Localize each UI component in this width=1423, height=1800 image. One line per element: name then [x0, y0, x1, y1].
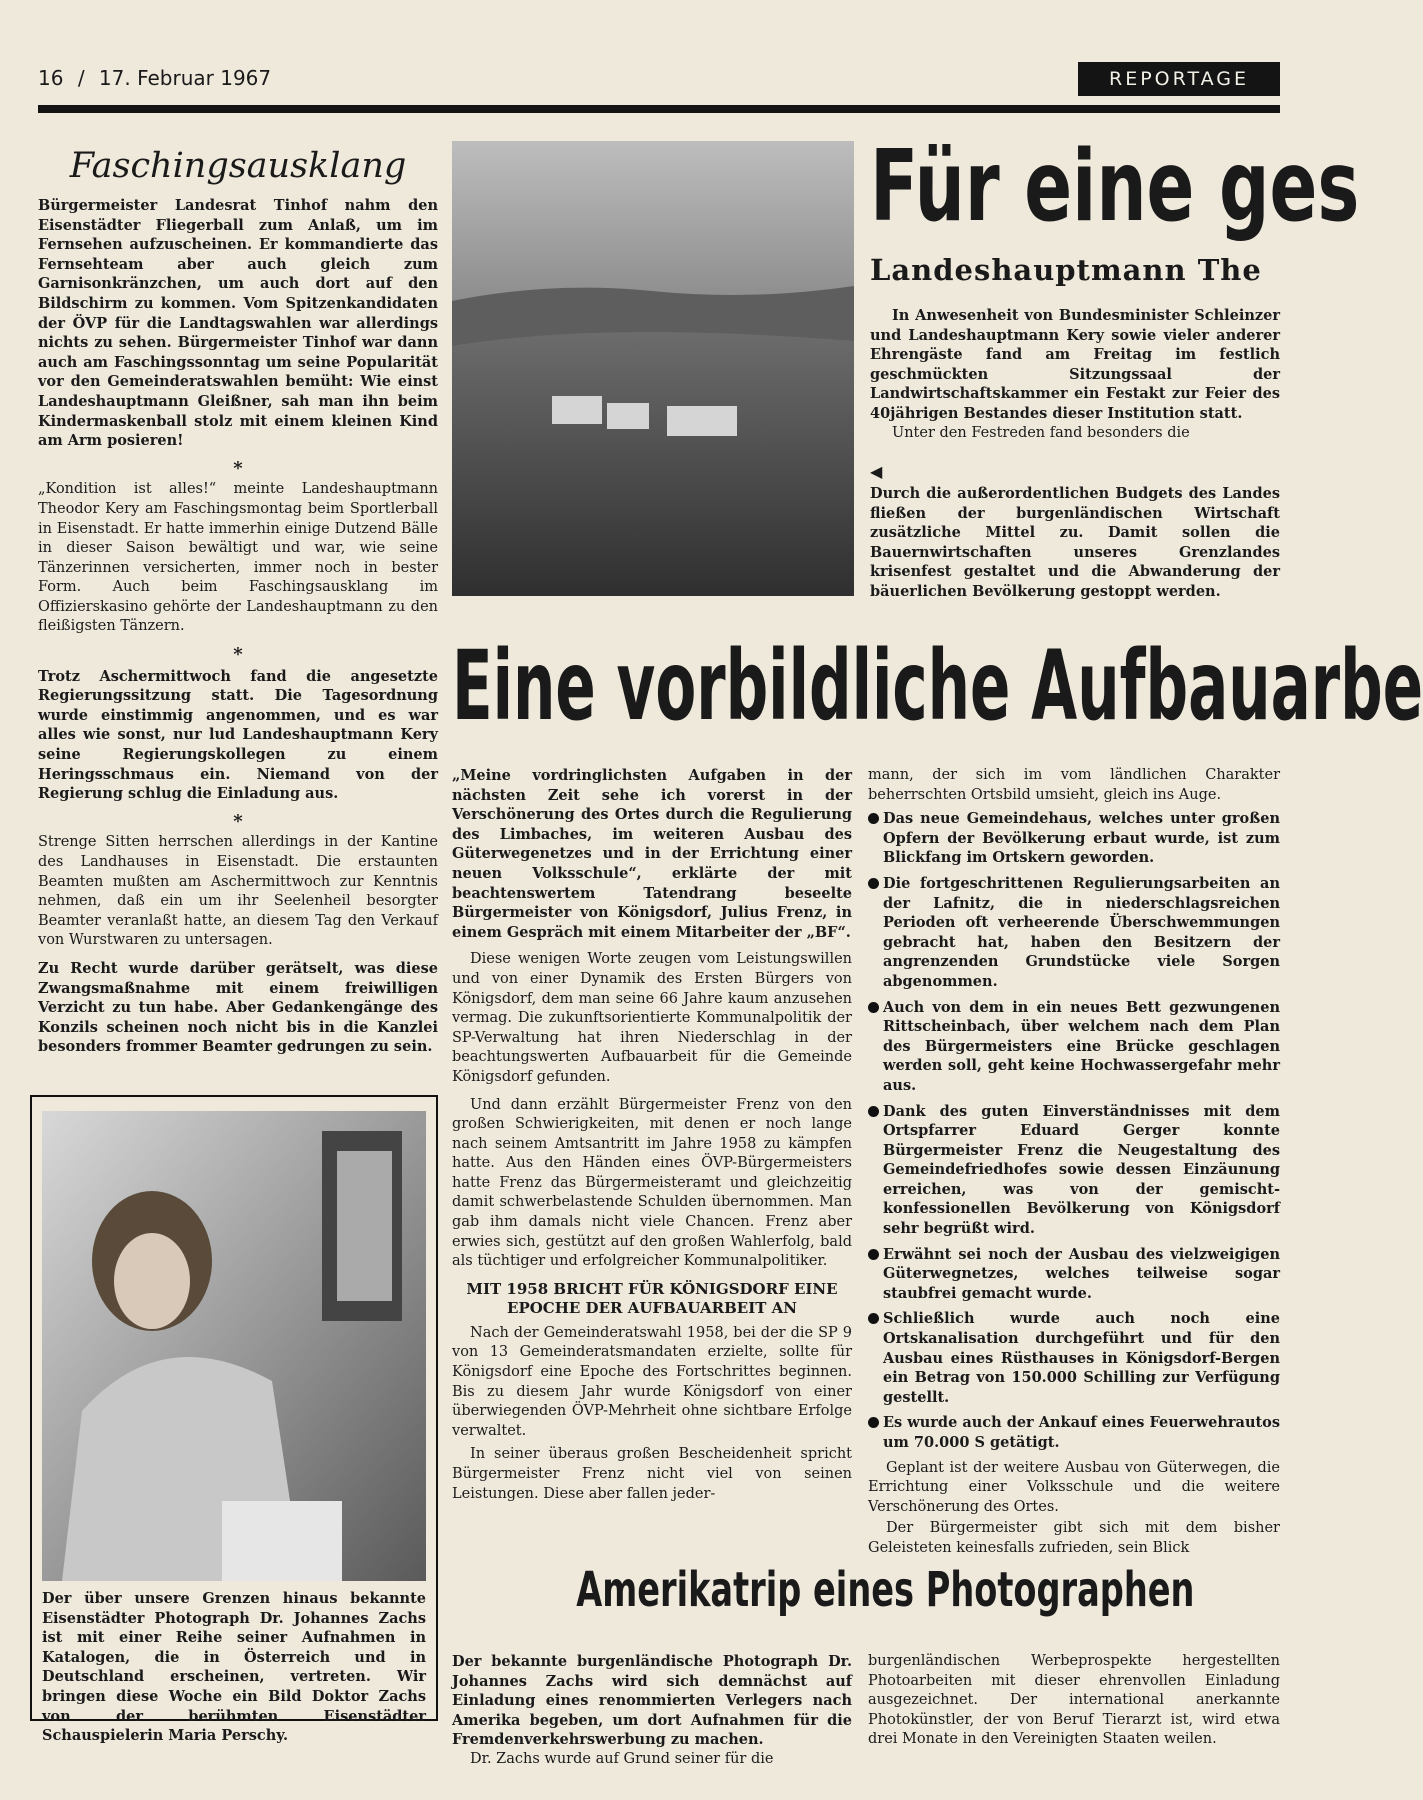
subheadline-landeshauptmann: Landeshauptmann The	[870, 253, 1262, 287]
aufbau-p2: Diese wenigen Worte zeugen vom Leistungswillen und von einer Dynamik des Ersten Bürgers von Königsdorf, dem man seine 66 Jahre kaum anzusehen vermag. Die zukunftsorientierte Kommunalpolitik der SP-Verwaltung hat ihren Niederschlag in der beachtungswerten Aufbauarbeit für die Gemeinde Königsdorf gefunden.	[452, 951, 852, 1085]
bullet-dot-icon	[868, 813, 879, 824]
aufbau-r3: Der Bürgermeister gibt sich mit dem bisher Geleisteten keinesfalls zufrieden, sein Blick	[868, 1520, 1280, 1556]
bullet-text: Auch von dem in ein neues Bett gezwungenen Rittscheinbach, über welchem nach dem Plan des Bürgermeisters eine Brücke geschlagen werden soll, geht keine Hochwassergefahr mehr aus.	[883, 998, 1280, 1094]
fasching-p1: Bürgermeister Landesrat Tinhof nahm den Eisenstädter Fliegerball zum Anlaß, um im Fernsehen aufzuscheinen. Er kommandierte das Fernsehteam aber auch gleich zum Garnisonkränzchen, um auch dort auf den Bildschirm zu kommen. Vom Spitzenkandidaten der ÖVP für die Landtagswahlen war allerdings nichts zu sehen. Bürgermeister Tinhof war dann auch am Faschingssonntag um seine Popularität vor den Gemeinderatswahlen bemüht: Wie einst Landeshauptmann Gleißner, sah man ihn beim Kindermaskenball stolz mit einem kleinen Kind am Arm posieren!	[38, 197, 438, 450]
fuer-eine-p2: Unter den Festreden fand besonders die	[892, 424, 1190, 441]
bullet-item	[868, 1245, 1280, 1304]
page-header	[38, 66, 271, 90]
portrait-caption: Der über unsere Grenzen hinaus bekannte Eisenstädter Photograph Dr. Johannes Zachs ist mit einer Reihe seiner Aufnahmen in Katalogen, die in Österreich und in Deutschland erscheinen, vertreten. Wir bringen diese Woche ein Bild Doktor Zachs von der berühmten Eisenstädter Schauspielerin Maria Perschy.	[42, 1590, 426, 1745]
amerika-column-right: burgenländischen Werbeprospekte hergestellten Photoarbeiten mit dieser ehrenvollen Einladung ausgezeichnet. Der international anerkannte Photokünstler, der von Beruf Tierarzt ist, wird etwa drei Monate in den Vereinigten Staaten weilen.	[868, 1653, 1280, 1748]
fuer-eine-p1: In Anwesenheit von Bundesminister Schleinzer und Landeshauptmann Kery sowie vieler anderer Ehrengäste fand am Freitag im festlich geschmückten Sitzungssaal der Landwirtschaftskammer ein Festakt zur Feier des 40jährigen Bestandes dieser Institution statt.	[870, 307, 1280, 422]
bullet-item	[868, 1102, 1280, 1239]
fasching-p5: Zu Recht wurde darüber gerätselt, was diese Zwangsmaßnahme mit einem freiwilligen Verzicht zu tun habe. Aber Gedankengänge des Konzils scheinen noch nicht bis in die Kanzlei besonders frommer Beamter gedrungen zu sein.	[38, 959, 438, 1056]
fasching-title: Faschingsausklang	[69, 146, 407, 186]
aufbau-p5: In seiner überaus großen Bescheidenheit spricht Bürgermeister Frenz nicht viel von seinen Leistungen. Diese aber fallen jeder-	[452, 1446, 852, 1502]
bullet-text: Erwähnt sei noch der Ausbau des vielzweigigen Güterwegnetzes, welches teilweise sogar staubfrei gemacht wurde.	[883, 1245, 1280, 1302]
page-number: 16	[38, 66, 64, 90]
fuer-eine-text	[870, 306, 1280, 443]
aufbau-column-right	[868, 766, 1280, 1567]
aufbau-r2: Geplant ist der weitere Ausbau von Güterwegen, die Errichtung einer Volksschule und die weitere Verschönerung des Ortes.	[868, 1459, 1280, 1515]
bullet-dot-icon	[868, 1417, 879, 1428]
aufbau-r1: mann, der sich im vom ländlichen Charakter beherrschten Ortsbild umsieht, gleich ins Auge.	[868, 767, 1280, 803]
separator-star: *	[233, 810, 243, 832]
bullet-item	[868, 874, 1280, 992]
portrait-box	[30, 1095, 438, 1745]
bullet-text: Es wurde auch der Ankauf eines Feuerwehrautos um 70.000 S getätigt.	[883, 1414, 1281, 1451]
aufbau-column-left	[452, 766, 852, 1512]
fasching-column	[38, 196, 438, 1065]
landscape-caption: Durch die außerordentlichen Budgets des Landes fließen der burgenländischen Wirtschaft zusätzliche Mittel zu. Damit sollen die Bauernwirtschaften unseres Grenzlandes krisenfest gestaltet und die Abwanderung der bäuerlichen Bevölkerung gestoppt werden.	[870, 485, 1280, 600]
fasching-p2: „Kondition ist alles!“ meinte Landeshauptmann Theodor Kery am Faschingsmontag beim Sportlerball in Eisenstadt. Er hatte immerhin einige Dutzend Bälle in dieser Saison bewältigt und war, wie seine Tänzerinnen versicherten, immer noch in bester Form. Auch beim Faschingsausklang im Offizierskasino gehörte der Landeshauptmann zu den fleißigsten Tänzern.	[38, 481, 438, 635]
section-label: REPORTAGE	[1078, 62, 1280, 96]
aufbau-lead: „Meine vordringlichsten Aufgaben in der nächsten Zeit sehe ich vorerst in der Verschönerung des Ortes durch die Regulierung des Limbaches, im weiteren Ausbau des Güterwegenetzes und in der Errichtung einer neuen Volksschule“, erklärte der mit beachtenswertem Tatendrang beseelte Bürgermeister von Königsdorf, Julius Frenz, in einem Gespräch mit einem Mitarbeiter der „BF“.	[452, 767, 852, 941]
fasching-p3: Trotz Aschermittwoch fand die angesetzte Regierungssitzung statt. Die Tagesordnung wurde einstimmig angenommen, und es war alles wie sonst, nur lud Landeshauptmann Kery seine Regierungskollegen zu einem Heringsschmaus ein. Niemand von der Regierung schlug die Einladung aus.	[38, 667, 438, 803]
bullet-text: Dank des guten Einverständnisses mit dem Ortspfarrer Eduard Gerger konnte Bürgermeister Frenz die Neugestaltung des Gemeindefriedhofes sowie dessen Einzäunung erreichen, was von der gemischt-konfessionellen Bevölkerung von Königsdorf sehr begrüßt wird.	[883, 1102, 1280, 1238]
headline-fuer-eine: Für eine ges	[870, 130, 1360, 244]
aufbau-p4: Nach der Gemeinderatswahl 1958, bei der die SP 9 von 13 Gemeinderatsmandaten erzielte, sollte für Königsdorf eine Epoche des Fortschrittes beginnen. Bis zu diesem Jahr wurde Königsdorf von einer überwiegenden ÖVP-Mehrheit ohne sichtbare Erfolge verwaltet.	[452, 1324, 852, 1439]
amerika-column-left	[452, 1652, 852, 1778]
bullet-dot-icon	[868, 1002, 879, 1013]
portrait-photo	[42, 1111, 426, 1581]
fasching-p4: Strenge Sitten herrschen allerdings in der Kantine des Landhauses in Eisenstadt. Die erstaunten Beamten mußten am Aschermittwoch zur Kenntnis nehmen, daß ein um ihr Seelenheil besorgter Beamter veranlaßt hatte, an diesem Tag den Verkauf von Wurstwaren zu untersagen.	[38, 834, 438, 949]
headline-aufbauarbeit: Eine vorbildliche Aufbauarbe	[452, 630, 1423, 742]
caption-arrow: ◀	[870, 462, 883, 481]
amerika-left2: Dr. Zachs wurde auf Grund seiner für die	[470, 1750, 774, 1767]
bullet-dot-icon	[868, 878, 879, 889]
bullet-dot-icon	[868, 1249, 879, 1260]
header-separator: /	[77, 66, 85, 90]
headline-amerikatrip: Amerikatrip eines Photographen	[576, 1562, 1195, 1618]
bullet-item	[868, 1309, 1280, 1407]
aufbau-subhead: MIT 1958 BRICHT FÜR KÖNIGSDORF EINE EPOCHE DER AUFBAUARBEIT AN	[466, 1279, 838, 1317]
bullet-text: Die fortgeschrittenen Regulierungsarbeiten an der Lafnitz, die in niederschlagsreichen Perioden oft verheerende Überschwemmungen gebracht hat, haben den Besitzern der angrenzenden Grundstücke viele Sorgen abgenommen.	[883, 874, 1280, 990]
aufbau-p3: Und dann erzählt Bürgermeister Frenz von den großen Schwierigkeiten, mit denen er noch lange nach seinem Amtsantritt im Jahre 1958 zu kämpfen hatte. Aus den Händen eines ÖVP-Bürgermeisters hatte Frenz das Bürgermeisteramt und gleichzeitig damit schwerbelastende Schulden übernommen. Man gab ihm damals nicht viele Chancen. Frenz aber erwies sich, gestützt auf den großen Wahlerfolg, bald als tüchtiger und erfolgreicher Kommunalpolitiker.	[452, 1096, 852, 1270]
bullet-item	[868, 998, 1280, 1096]
issue-date: 17. Februar 1967	[98, 66, 272, 90]
bullet-text: Das neue Gemeindehaus, welches unter großen Opfern der Bevölkerung erbaut wurde, ist zum Blickfang im Ortskern geworden.	[883, 810, 1280, 867]
amerika-left: Der bekannte burgenländische Photograph Dr. Johannes Zachs wird sich demnächst auf Einladung eines renommierten Verlegers nach Amerika begeben, um dort Aufnahmen für die Fremdenverkehrswerbung zu machen.	[452, 1653, 852, 1749]
landscape-photo	[452, 141, 854, 596]
header-rule	[38, 105, 1280, 113]
separator-star: *	[233, 644, 243, 666]
bullet-item	[868, 1413, 1280, 1452]
bullet-dot-icon	[868, 1106, 879, 1117]
bullet-text: Schließlich wurde auch noch eine Ortskanalisation durchgeführt und für den Ausbau eines Rüsthauses in Königsdorf-Bergen ein Betrag von 150.000 Schilling zur Verfügung gestellt.	[883, 1310, 1280, 1406]
bullet-dot-icon	[868, 1313, 879, 1324]
separator-star: *	[233, 457, 243, 479]
bullet-item	[868, 809, 1280, 868]
